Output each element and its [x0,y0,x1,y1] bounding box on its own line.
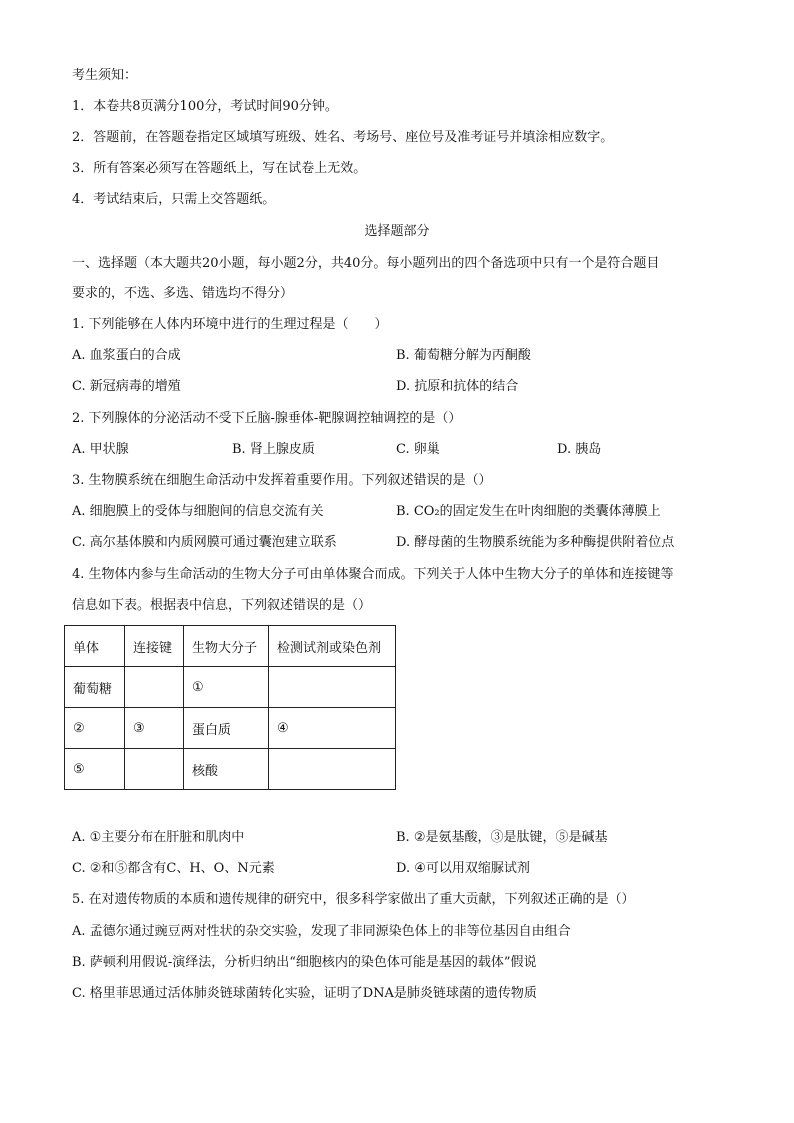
question-1-option-b: B. 葡萄糖分解为丙酮酸 [396,348,531,363]
table-cell: ③ [125,708,184,749]
table-header-cell: 单体 [65,626,125,667]
table-cell: ④ [269,708,396,749]
section-title: 选择题部分 [364,224,430,239]
section-intro-line-1: 一、选择题（本大题共20小题，每小题2分，共40分。每小题列出的四个备选项中只有一个是符合题目 [72,256,660,271]
table-header-cell: 生物大分子 [184,626,269,667]
question-4-option-a: A. ①主要分布在肝脏和肌肉中 [72,830,245,845]
question-4-option-d: D. ④可以用双缩脲试剂 [396,861,530,876]
notice-title: 考生须知： [72,68,138,83]
table-row [65,749,396,790]
question-4-option-c: C. ②和⑤都含有C、H、O、N元素 [72,861,275,876]
question-1-option-d: D. 抗原和抗体的结合 [396,379,519,394]
section-intro-line-2: 要求的，不选、多选、错选均不得分） [72,286,294,301]
question-1-option-a: A. 血浆蛋白的合成 [72,348,181,363]
question-4-option-b: B. ②是氨基酸，③是肽键，⑤是碱基 [396,830,608,845]
question-2-stem: 2. 下列腺体的分泌活动不受下丘脑-腺垂体-靶腺调控轴调控的是（） [72,411,462,426]
table-cell: 蛋白质 [184,708,269,749]
question-1-stem: 1. 下列能够在人体内环境中进行的生理过程是（ ） [72,317,388,332]
table-cell: ⑤ [65,749,125,790]
table-header-cell: 连接键 [125,626,184,667]
question-3-option-c: C. 高尔基体膜和内质网膜可通过囊泡建立联系 [72,535,337,550]
notice-item-2: 2．答题前，在答题卷指定区域填写班级、姓名、考场号、座位号及准考证号并填涂相应数字。 [72,130,614,145]
notice-item-3: 3．所有答案必须写在答题纸上，写在试卷上无效。 [72,161,367,176]
table-cell: 核酸 [184,749,269,790]
question-5-option-c: C. 格里菲思通过活体肺炎链球菌转化实验，证明了DNA是肺炎链球菌的遗传物质 [72,986,537,1001]
question-1-option-c: C. 新冠病毒的增殖 [72,379,181,394]
table-row [65,708,396,749]
table-cell: ② [65,708,125,749]
table-header-cell: 检测试剂或染色剂 [269,626,396,667]
table-cell [269,667,396,708]
table-row [65,667,396,708]
question-4-stem-line-1: 4. 生物体内参与生命活动的生物大分子可由单体聚合而成。下列关于人体中生物大分子的单体和连接键等 [72,567,674,582]
table-header-row [65,626,396,667]
question-3-option-d: D. 酵母菌的生物膜系统能为多种酶提供附着位点 [396,535,675,550]
notice-item-1: 1．本卷共8页满分100分，考试时间90分钟。 [72,99,338,114]
question-3-stem: 3. 生物膜系统在细胞生命活动中发挥着重要作用。下列叙述错误的是（） [72,473,492,488]
table-cell [125,667,184,708]
question-3-option-b: B. CO₂的固定发生在叶肉细胞的类囊体薄膜上 [396,504,661,519]
question-5-stem: 5. 在对遗传物质的本质和遗传规律的研究中，很多科学家做出了重大贡献，下列叙述正确的是（） [72,892,635,907]
table-cell [269,749,396,790]
question-5-option-b: B. 萨顿利用假说-演绎法，分析归纳出“细胞核内的染色体可能是基因的载体”假说 [72,955,537,970]
question-2-option-c: C. 卵巢 [396,442,440,457]
question-5-option-a: A. 孟德尔通过豌豆两对性状的杂交实验，发现了非同源染色体上的非等位基因自由组合 [72,924,571,939]
question-2-option-d: D. 胰岛 [557,442,602,457]
question-3-option-a: A. 细胞膜上的受体与细胞间的信息交流有关 [72,504,324,519]
question-4-stem-line-2: 信息如下表。根据表中信息，下列叙述错误的是（） [72,598,372,613]
question-2-option-b: B. 肾上腺皮质 [232,442,315,457]
table-cell: ① [184,667,269,708]
question-2-option-a: A. 甲状腺 [72,442,129,457]
biomolecule-table [64,625,396,790]
table-cell: 葡萄糖 [65,667,125,708]
table-cell [125,749,184,790]
notice-item-4: 4．考试结束后，只需上交答题纸。 [72,192,276,207]
